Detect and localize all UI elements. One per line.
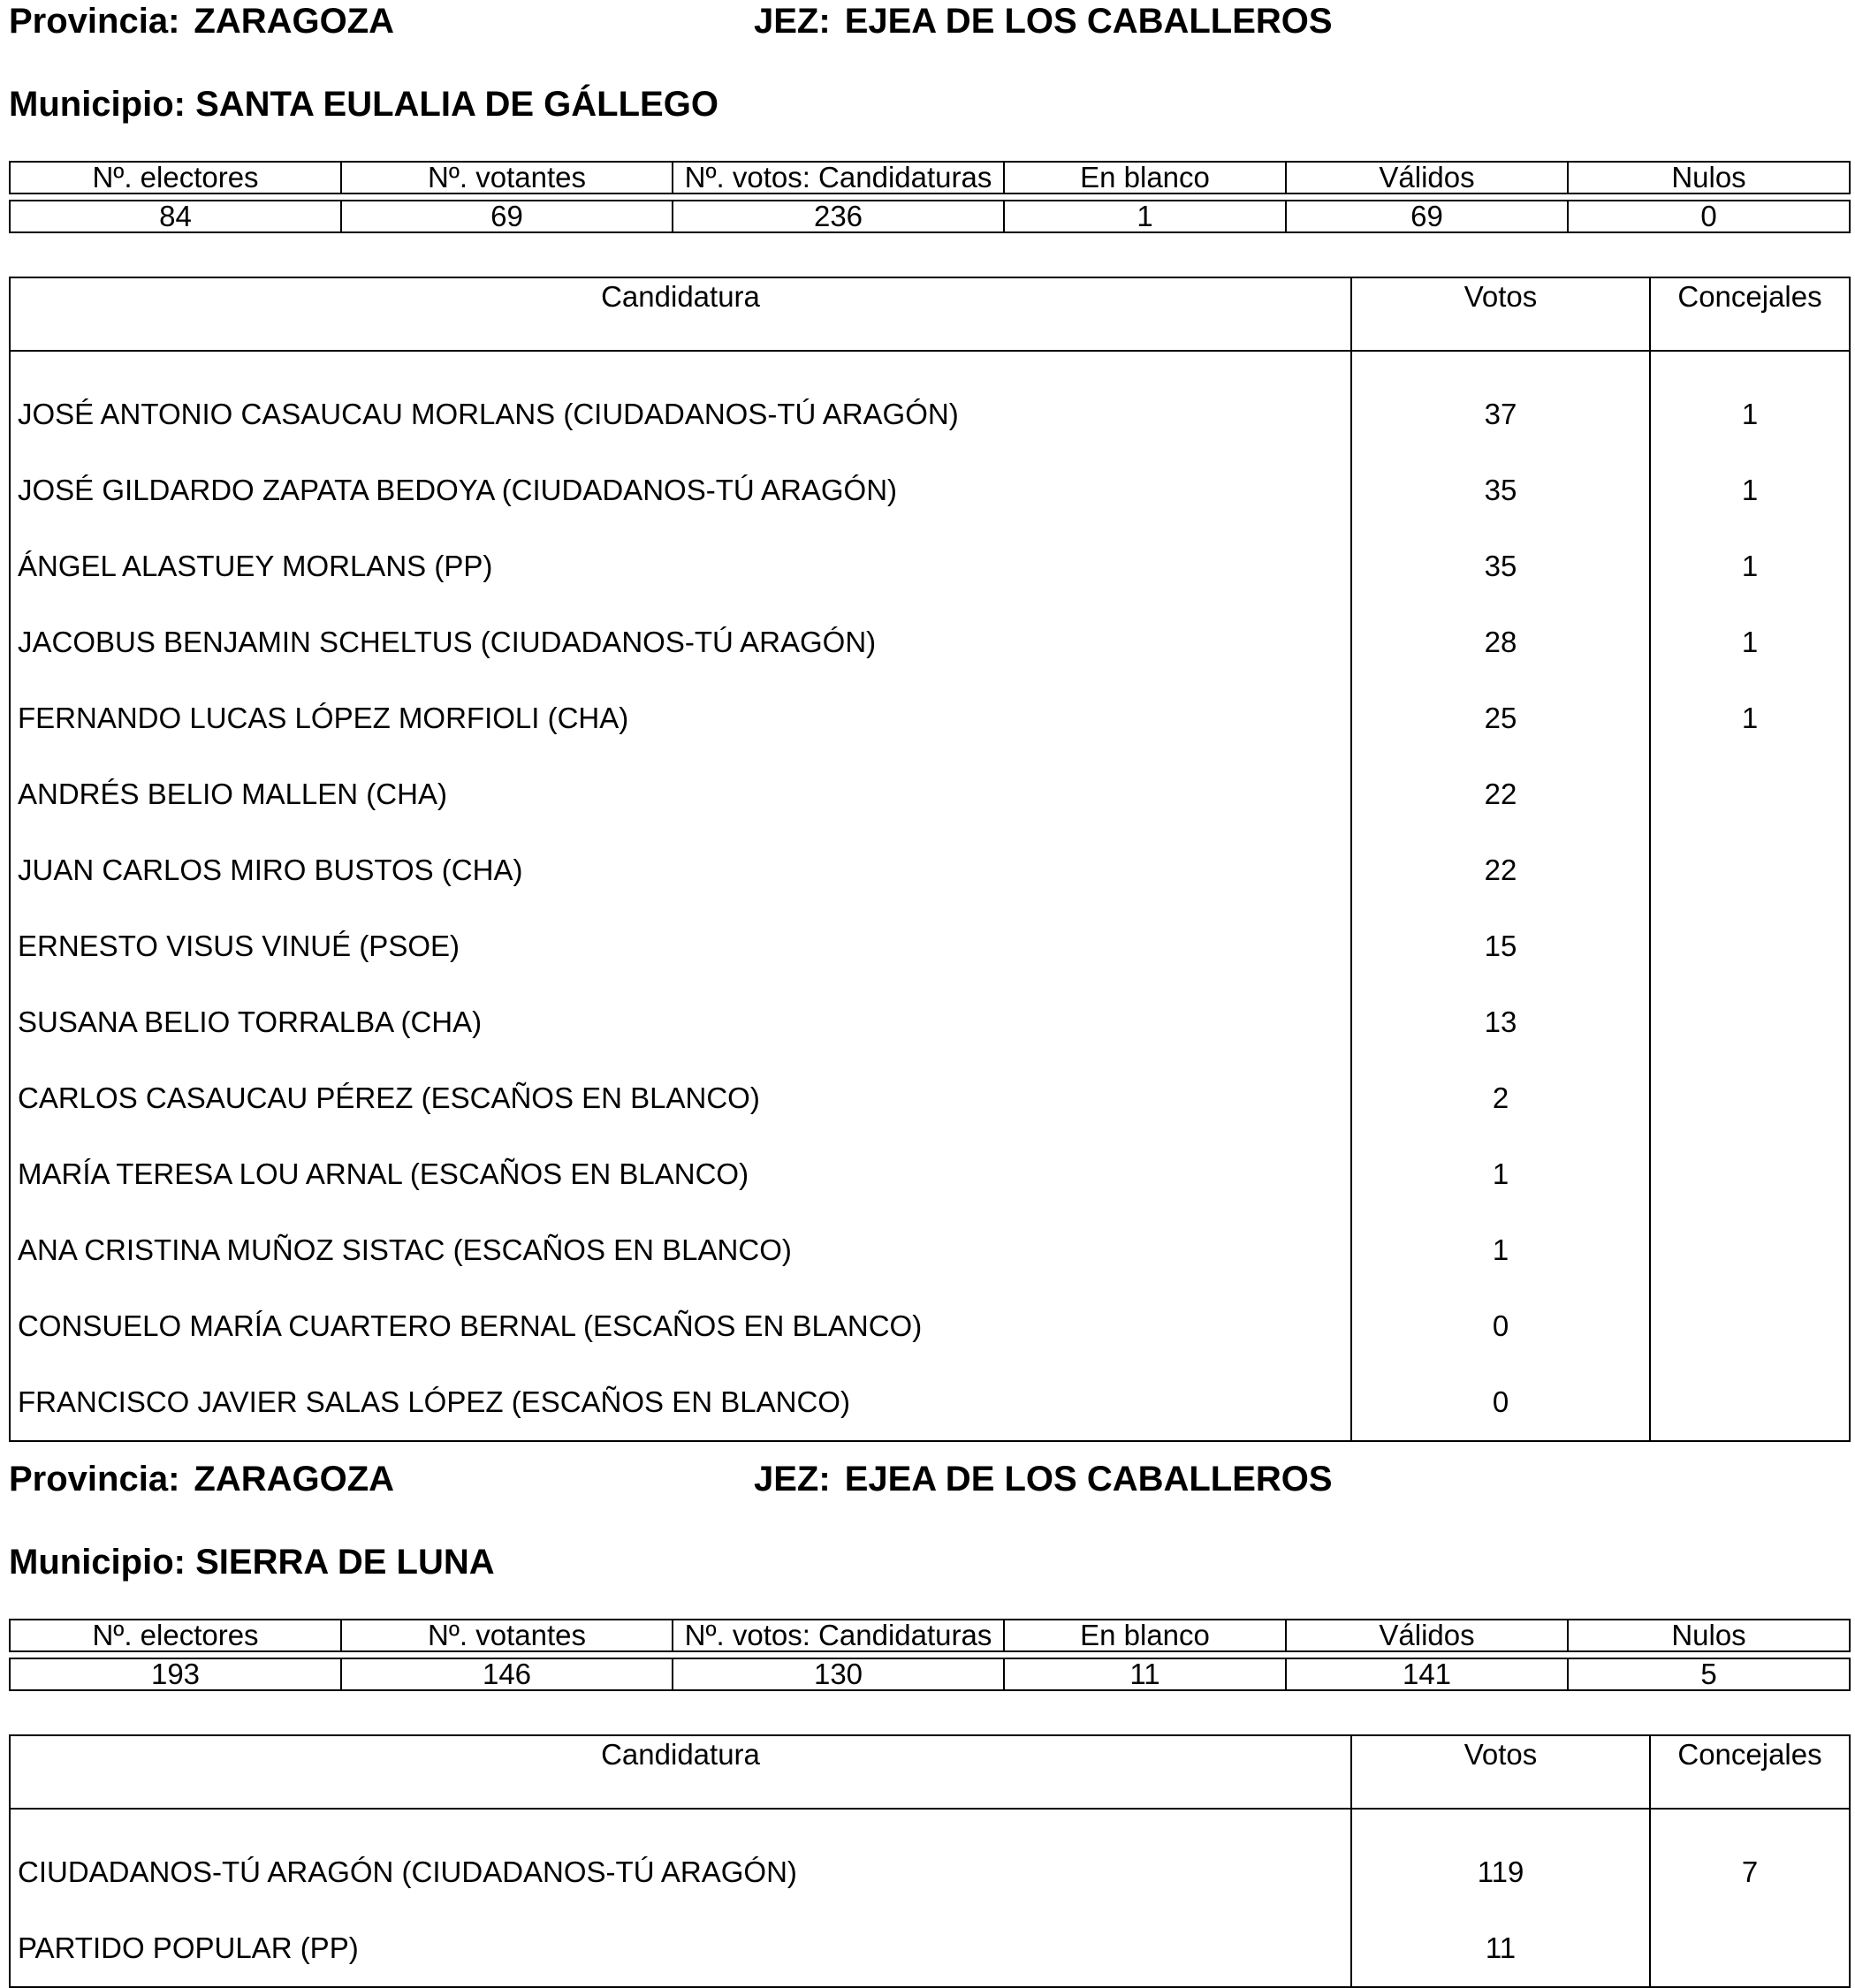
candidate-row xyxy=(10,908,1850,984)
summary-header: Nulos xyxy=(1568,1620,1850,1651)
candidate-row xyxy=(10,1809,1850,1910)
candidate-name: SUSANA BELIO TORRALBA (CHA) xyxy=(10,984,1351,1060)
municipio-heading xyxy=(9,1541,495,1583)
candidatura-header: Candidatura xyxy=(10,277,1351,351)
summary-header: Válidos xyxy=(1286,162,1568,193)
summary-value: 69 xyxy=(1286,201,1568,232)
summary-header: Nulos xyxy=(1568,162,1850,193)
summary-value-row xyxy=(10,201,1850,232)
candidate-concejales xyxy=(1650,1136,1850,1212)
candidates-table xyxy=(9,277,1851,1442)
summary-header: En blanco xyxy=(1004,162,1286,193)
provincia-heading xyxy=(9,0,394,42)
candidate-concejales: 1 xyxy=(1650,604,1850,680)
candidate-name: ANA CRISTINA MUÑOZ SISTAC (ESCAÑOS EN BLANCO) xyxy=(10,1212,1351,1288)
concejales-header: Concejales xyxy=(1650,277,1850,351)
candidate-row xyxy=(10,1136,1850,1212)
candidate-name: ERNESTO VISUS VINUÉ (PSOE) xyxy=(10,908,1351,984)
summary-table xyxy=(9,161,1851,233)
votos-header: Votos xyxy=(1351,277,1650,351)
candidate-row xyxy=(10,1288,1850,1364)
provincia-heading xyxy=(9,1458,394,1500)
candidate-row xyxy=(10,756,1850,832)
candidate-row xyxy=(10,528,1850,604)
candidate-concejales xyxy=(1650,832,1850,908)
candidate-name: CONSUELO MARÍA CUARTERO BERNAL (ESCAÑOS EN BLANCO) xyxy=(10,1288,1351,1364)
candidate-votos: 119 xyxy=(1351,1809,1650,1910)
summary-value: 84 xyxy=(10,201,341,232)
votos-header: Votos xyxy=(1351,1735,1650,1809)
candidate-name: MARÍA TERESA LOU ARNAL (ESCAÑOS EN BLANCO) xyxy=(10,1136,1351,1212)
municipio-value: SIERRA DE LUNA xyxy=(195,1543,495,1582)
jez-value: EJEA DE LOS CABALLEROS xyxy=(844,1460,1333,1499)
candidate-concejales xyxy=(1650,984,1850,1060)
summary-value-row xyxy=(10,1658,1850,1690)
candidate-votos: 35 xyxy=(1351,452,1650,528)
jez-heading xyxy=(754,0,1333,42)
concejales-header: Concejales xyxy=(1650,1735,1850,1809)
summary-value: 236 xyxy=(673,201,1004,232)
candidate-row xyxy=(10,1060,1850,1136)
summary-value: 141 xyxy=(1286,1658,1568,1690)
summary-value: 69 xyxy=(341,201,673,232)
candidate-votos: 0 xyxy=(1351,1364,1650,1441)
candidate-row xyxy=(10,1910,1850,1987)
summary-value: 1 xyxy=(1004,201,1286,232)
candidate-row xyxy=(10,351,1850,452)
candidate-concejales: 1 xyxy=(1650,680,1850,756)
summary-header: En blanco xyxy=(1004,1620,1286,1651)
candidate-name: JOSÉ GILDARDO ZAPATA BEDOYA (CIUDADANOS-TÚ ARAGÓN) xyxy=(10,452,1351,528)
candidate-name: FRANCISCO JAVIER SALAS LÓPEZ (ESCAÑOS EN BLANCO) xyxy=(10,1364,1351,1441)
candidate-concejales: 1 xyxy=(1650,528,1850,604)
provincia-label: Provincia: xyxy=(9,1460,180,1499)
summary-value: 146 xyxy=(341,1658,673,1690)
candidate-name: FERNANDO LUCAS LÓPEZ MORFIOLI (CHA) xyxy=(10,680,1351,756)
summary-value: 193 xyxy=(10,1658,341,1690)
summary-header: Nº. votos: Candidaturas xyxy=(673,1620,1004,1651)
candidate-votos: 1 xyxy=(1351,1212,1650,1288)
municipio-label: Municipio: xyxy=(9,85,186,124)
candidate-concejales xyxy=(1650,1060,1850,1136)
candidate-row xyxy=(10,1364,1850,1441)
candidate-name: JOSÉ ANTONIO CASAUCAU MORLANS (CIUDADANOS-TÚ ARAGÓN) xyxy=(10,351,1351,452)
summary-header: Nº. votantes xyxy=(341,162,673,193)
candidate-votos: 35 xyxy=(1351,528,1650,604)
provincia-value: ZARAGOZA xyxy=(194,2,395,41)
candidate-row xyxy=(10,452,1850,528)
candidate-votos: 13 xyxy=(1351,984,1650,1060)
candidate-votos: 22 xyxy=(1351,756,1650,832)
provincia-value: ZARAGOZA xyxy=(194,1460,395,1499)
provincia-label: Provincia: xyxy=(9,2,180,41)
candidate-votos: 15 xyxy=(1351,908,1650,984)
summary-table xyxy=(9,1619,1851,1691)
jez-value: EJEA DE LOS CABALLEROS xyxy=(844,2,1333,41)
candidate-concejales xyxy=(1650,1910,1850,1987)
candidates-header-row xyxy=(10,1735,1850,1809)
summary-value: 5 xyxy=(1568,1658,1850,1690)
summary-value: 11 xyxy=(1004,1658,1286,1690)
candidate-name: ANDRÉS BELIO MALLEN (CHA) xyxy=(10,756,1351,832)
jez-label: JEZ: xyxy=(754,1460,831,1499)
candidates-table xyxy=(9,1734,1851,1988)
candidate-votos: 28 xyxy=(1351,604,1650,680)
candidatura-header: Candidatura xyxy=(10,1735,1351,1809)
candidate-concejales xyxy=(1650,1288,1850,1364)
candidate-concejales: 7 xyxy=(1650,1809,1850,1910)
candidate-votos: 37 xyxy=(1351,351,1650,452)
candidate-name: PARTIDO POPULAR (PP) xyxy=(10,1910,1351,1987)
candidate-concejales: 1 xyxy=(1650,351,1850,452)
candidate-votos: 0 xyxy=(1351,1288,1650,1364)
jez-label: JEZ: xyxy=(754,2,831,41)
candidate-row xyxy=(10,832,1850,908)
candidate-name: JACOBUS BENJAMIN SCHELTUS (CIUDADANOS-TÚ ARAGÓN) xyxy=(10,604,1351,680)
candidate-concejales xyxy=(1650,1364,1850,1441)
jez-heading xyxy=(754,1458,1333,1500)
candidate-concejales xyxy=(1650,1212,1850,1288)
summary-header: Nº. votantes xyxy=(341,1620,673,1651)
candidate-votos: 22 xyxy=(1351,832,1650,908)
summary-header: Nº. votos: Candidaturas xyxy=(673,162,1004,193)
candidate-name: CIUDADANOS-TÚ ARAGÓN (CIUDADANOS-TÚ ARAGÓN) xyxy=(10,1809,1351,1910)
candidate-votos: 11 xyxy=(1351,1910,1650,1987)
summary-value: 130 xyxy=(673,1658,1004,1690)
summary-value: 0 xyxy=(1568,201,1850,232)
candidate-concejales xyxy=(1650,908,1850,984)
candidate-row xyxy=(10,604,1850,680)
summary-header: Nº. electores xyxy=(10,1620,341,1651)
candidate-votos: 2 xyxy=(1351,1060,1650,1136)
municipio-heading xyxy=(9,83,718,125)
candidates-header-row xyxy=(10,277,1850,351)
candidate-concejales: 1 xyxy=(1650,452,1850,528)
summary-header-row xyxy=(10,1620,1850,1651)
candidate-name: ÁNGEL ALASTUEY MORLANS (PP) xyxy=(10,528,1351,604)
candidate-concejales xyxy=(1650,756,1850,832)
municipio-label: Municipio: xyxy=(9,1543,186,1582)
summary-header: Válidos xyxy=(1286,1620,1568,1651)
candidate-votos: 25 xyxy=(1351,680,1650,756)
candidate-row xyxy=(10,1212,1850,1288)
summary-header-row xyxy=(10,162,1850,193)
summary-header: Nº. electores xyxy=(10,162,341,193)
candidate-name: CARLOS CASAUCAU PÉREZ (ESCAÑOS EN BLANCO) xyxy=(10,1060,1351,1136)
candidate-name: JUAN CARLOS MIRO BUSTOS (CHA) xyxy=(10,832,1351,908)
candidate-row xyxy=(10,984,1850,1060)
municipio-value: SANTA EULALIA DE GÁLLEGO xyxy=(195,85,718,124)
candidate-votos: 1 xyxy=(1351,1136,1650,1212)
candidate-row xyxy=(10,680,1850,756)
